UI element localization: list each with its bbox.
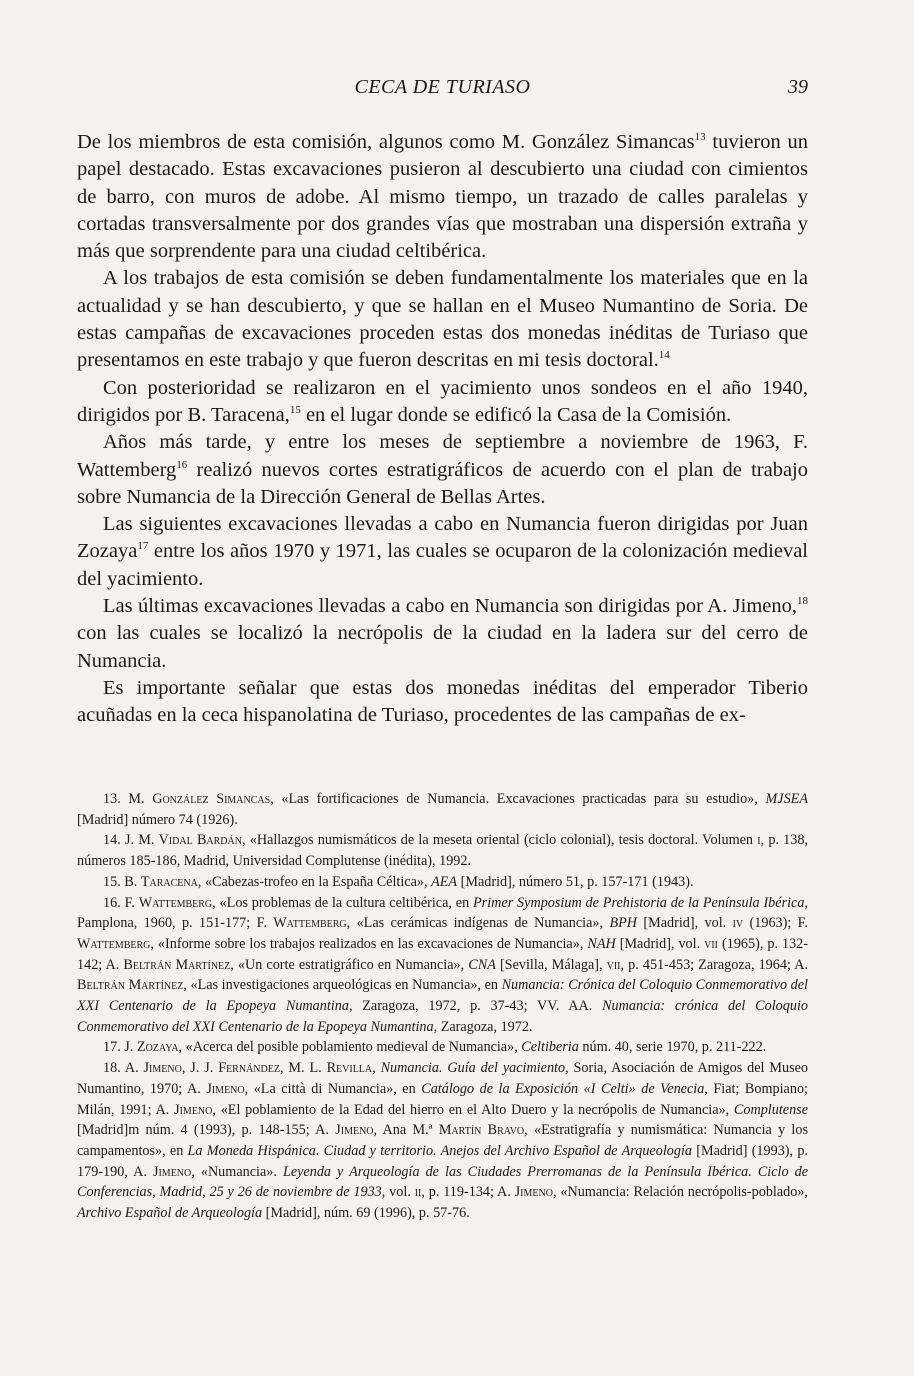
footnote-13: 13. M. González Simancas, «Las fortificaciones de Numancia. Excavaciones practicadas para su estudio», MJSEA [Madrid] número 74 (1926). <box>77 791 808 828</box>
footnote-16: 16. F. Wattemberg, «Los problemas de la cultura celtibérica, en Primer Symposium de Prehistoria de la Península Ibérica, Pamplona, 1960, p. 151-177; F. Wattemberg, «Las cerámicas indígenas de Numancia», BPH [Madrid], vol. iv (1963); F. Wattemberg, «Informe sobre los trabajos realizados en las excavaciones de Numancia», NAH [Madrid], vol. vii (1965), p. 132-142; A. Beltrán Martínez, «Un corte estratigráfico en Numancia», CNA [Sevilla, Málaga], vii, p. 451-453; Zaragoza, 1964; A. Beltrán Martínez, «Las investigaciones arqueológicas en Numancia», en Numancia: Crónica del Coloquio Conmemorativo del XXI Centenario de la Epopeya Numantina, Zaragoza, 1972, p. 37-43; VV. AA. Numancia: crónica del Coloquio Conmemorativo del XXI Centenario de la Epopeya Numantina, Zaragoza, 1972. <box>77 894 808 1035</box>
footnote-ref: 18 <box>797 595 808 608</box>
paragraph: Con posterioridad se realizaron en el yacimiento unos sondeos en el año 1940, dirigidos por B. Taracena,$^{15}$ en el lugar donde se edificó la Casa de la Comisión. <box>77 376 808 426</box>
main-text <box>77 129 808 730</box>
paragraph: A los trabajos de esta comisión se deben fundamentalmente los materiales que en la actualidad y se han descubierto, y que se hallan en el Museo Numantino de Soria. De estas campañas de excavaciones proceden estas dos monedas inéditas de Turiaso que presentamos en este trabajo y que fueron descritas en mi tesis doctoral.$^{14}$ <box>77 267 808 372</box>
page-number: 39 <box>788 76 808 98</box>
footnote-14: 14. J. M. Vidal Bardán, «Hallazgos numismáticos de la meseta oriental (ciclo colonial), tesis doctoral. Volumen i, p. 138, números 185-186, Madrid, Universidad Complutense (inédita), 1992. <box>77 832 809 870</box>
footnote-ref: 17 <box>137 540 149 553</box>
footnote-18: 18. A. Jimeno, J. J. Fernández, M. L. Revilla, Numancia. Guía del yacimiento, Soria, Asociación de Amigos del Museo Numantino, 1970; A. Jimeno, «La città di Numancia», en Catálogo de la Exposición «I Celti» de Venecia, Fiat; Bompiano; Milán, 1991; A. Jimeno, «El poblamiento de la Edad del hierro en el Alto Duero y la necrópolis de Numancia», Complutense [Madrid]m núm. 4 (1993), p. 148-155; A. Jimeno, Ana M.ª Martín Bravo, «Estratigrafía y numismática: Numancia y los campamentos», en La Moneda Hispánica. Ciudad y territorio. Anejos del Archivo Español de Arqueología [Madrid] (1993), p. 179-190, A. Jimeno, «Numancia». Leyenda y Arqueología de las Ciudades Prerromanas de la Península Ibérica. Ciclo de Conferencias, Madrid, 25 y 26 de noviembre de 1933, vol. ii, p. 119-134; A. Jimeno, «Numancia: Relación necrópolis-poblado», Archivo Español de Arqueología [Madrid], núm. 69 (1996), p. 57-76. <box>77 1060 809 1222</box>
footnotes <box>77 789 808 1224</box>
paragraph: Es importante señalar que estas dos monedas inéditas del emperador Tiberio acuñadas en la ceca hispanolatina de Turiaso, procedentes de las campañas de ex- <box>77 676 808 727</box>
footnote-15: 15. B. Taracena, «Cabezas-trofeo en la España Céltica», AEA [Madrid], número 51, p. 157-171 (1943). <box>103 873 694 890</box>
paragraph: De los miembros de esta comisión, algunos como M. González Simancas$^{13}$ tuvieron un papel destacado. Estas excavaciones pusieron al descubierto una ciudad con cimientos de barro, con muros de adobe. Al mismo tiempo, un trazado de calles paralelas y cortadas transversalmente por dos grandes vías que mostraban una dispersión extraña y más que sorprendente para una ciudad celtibérica. <box>77 131 808 263</box>
running-title: CECA DE TURIASO <box>354 76 531 98</box>
footnote-ref: 14 <box>658 349 670 362</box>
footnote-ref: 15 <box>289 404 301 417</box>
paragraph: Las siguientes excavaciones llevadas a cabo en Numancia fueron dirigidas por Juan Zozaya$^{17}$ entre los años 1970 y 1971, las cuales se ocuparon de la colonización medieval del yacimiento. <box>77 513 808 590</box>
running-header <box>77 76 808 104</box>
paragraph: Años más tarde, y entre los meses de septiembre a noviembre de 1963, F. Wattemberg$^{16}$ realizó nuevos cortes estratigráficos de acuerdo con el plan de trabajo sobre Numancia de la Dirección General de Bellas Artes. <box>77 431 808 508</box>
footnote-ref: 13 <box>694 131 706 144</box>
footnote-17: 17. J. Zozaya, «Acerca del posible poblamiento medieval de Numancia», Celtiberia núm. 40, serie 1970, p. 211-222. <box>103 1039 767 1056</box>
paragraph: Las últimas excavaciones llevadas a cabo en Numancia son dirigidas por A. Jimeno,$^{18}$ con las cuales se localizó la necrópolis de la ciudad en la ladera sur del cerro de Numancia. <box>77 595 808 672</box>
footnote-ref: 16 <box>176 458 188 471</box>
